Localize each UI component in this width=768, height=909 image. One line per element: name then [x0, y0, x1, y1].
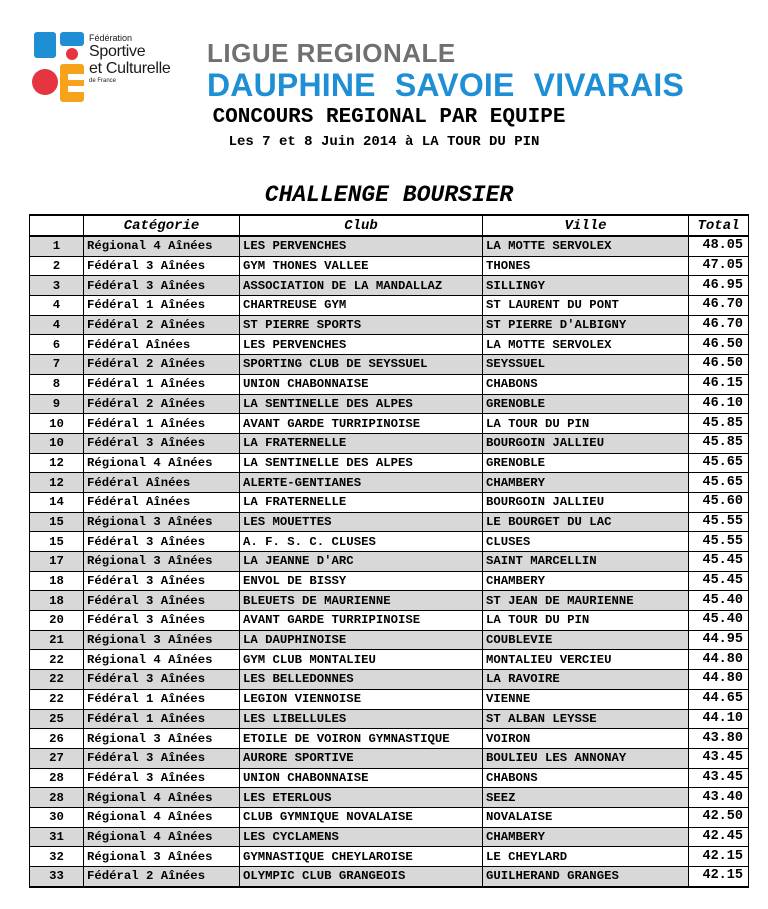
ville-cell: SILLINGY	[483, 276, 689, 296]
rank-cell: 18	[30, 571, 84, 591]
total-cell: 45.65	[689, 473, 749, 493]
club-cell: LES MOUETTES	[240, 512, 483, 532]
total-cell: 44.10	[689, 709, 749, 729]
rank-cell: 6	[30, 335, 84, 355]
categorie-cell: Fédéral 3 Aînées	[84, 591, 240, 611]
total-cell: 46.50	[689, 355, 749, 375]
rank-cell: 25	[30, 709, 84, 729]
categorie-cell: Régional 4 Aînées	[84, 788, 240, 808]
club-cell: UNION CHABONNAISE	[240, 768, 483, 788]
table-row	[30, 394, 749, 414]
club-cell: LES CYCLAMENS	[240, 827, 483, 847]
categorie-cell: Fédéral Aînées	[84, 473, 240, 493]
categorie-cell: Fédéral Aînées	[84, 492, 240, 512]
total-cell: 46.10	[689, 394, 749, 414]
rank-cell: 3	[30, 276, 84, 296]
total-cell: 46.50	[689, 335, 749, 355]
ville-cell: LA TOUR DU PIN	[483, 611, 689, 631]
rank-cell: 22	[30, 650, 84, 670]
table-row	[30, 335, 749, 355]
categorie-cell: Fédéral 1 Aînées	[84, 296, 240, 316]
ville-cell: BOURGOIN JALLIEU	[483, 492, 689, 512]
categorie-cell: Régional 3 Aînées	[84, 552, 240, 572]
rank-cell: 10	[30, 414, 84, 434]
ville-cell: LE BOURGET DU LAC	[483, 512, 689, 532]
categorie-cell: Fédéral 1 Aînées	[84, 414, 240, 434]
ville-cell: LA MOTTE SERVOLEX	[483, 335, 689, 355]
rank-cell: 28	[30, 768, 84, 788]
categorie-cell: Fédéral 2 Aînées	[84, 355, 240, 375]
total-cell: 45.85	[689, 433, 749, 453]
total-cell: 46.70	[689, 315, 749, 335]
total-cell: 45.60	[689, 492, 749, 512]
column-header-rank	[30, 215, 84, 236]
ville-cell: VOIRON	[483, 729, 689, 749]
club-cell: OLYMPIC CLUB GRANGEOIS	[240, 867, 483, 887]
rank-cell: 21	[30, 630, 84, 650]
total-cell: 45.65	[689, 453, 749, 473]
rank-cell: 33	[30, 867, 84, 887]
column-header-club: Club	[240, 215, 483, 236]
total-cell: 46.70	[689, 296, 749, 316]
ville-cell: CHAMBERY	[483, 571, 689, 591]
total-cell: 44.80	[689, 650, 749, 670]
ville-cell: GUILHERAND GRANGES	[483, 867, 689, 887]
club-cell: GYM CLUB MONTALIEU	[240, 650, 483, 670]
total-cell: 46.95	[689, 276, 749, 296]
club-cell: LA SENTINELLE DES ALPES	[240, 453, 483, 473]
rank-cell: 12	[30, 453, 84, 473]
categorie-cell: Régional 4 Aînées	[84, 827, 240, 847]
club-cell: A. F. S. C. CLUSES	[240, 532, 483, 552]
region-title: DAUPHINE SAVOIE VIVARAIS	[207, 67, 685, 103]
table-row	[30, 512, 749, 532]
total-cell: 48.05	[689, 236, 749, 256]
fscf-logo-icon	[32, 30, 88, 104]
club-cell: LES PERVENCHES	[240, 335, 483, 355]
rank-cell: 10	[30, 433, 84, 453]
categorie-cell: Fédéral 2 Aînées	[84, 867, 240, 887]
table-row	[30, 611, 749, 631]
table-row	[30, 492, 749, 512]
club-cell: LES BELLEDONNES	[240, 670, 483, 690]
categorie-cell: Régional 4 Aînées	[84, 453, 240, 473]
club-cell: UNION CHABONNAISE	[240, 374, 483, 394]
rank-cell: 18	[30, 591, 84, 611]
results-body	[30, 236, 749, 887]
table-row	[30, 453, 749, 473]
ville-cell: ST LAURENT DU PONT	[483, 296, 689, 316]
total-cell: 42.50	[689, 807, 749, 827]
ville-cell: CLUSES	[483, 532, 689, 552]
logo-line-4: de France	[89, 78, 117, 84]
club-cell: ALERTE-GENTIANES	[240, 473, 483, 493]
ville-cell: CHAMBERY	[483, 827, 689, 847]
total-cell: 43.45	[689, 768, 749, 788]
logo-line-3: et Culturelle	[89, 60, 171, 77]
results-table	[29, 214, 749, 888]
total-cell: 43.80	[689, 729, 749, 749]
table-row	[30, 414, 749, 434]
table-row	[30, 571, 749, 591]
table-row	[30, 689, 749, 709]
club-cell: LES PERVENCHES	[240, 236, 483, 256]
ville-cell: BOURGOIN JALLIEU	[483, 433, 689, 453]
rank-cell: 2	[30, 256, 84, 276]
total-cell: 45.55	[689, 532, 749, 552]
ville-cell: SEEZ	[483, 788, 689, 808]
table-row	[30, 807, 749, 827]
club-cell: LEGION VIENNOISE	[240, 689, 483, 709]
rank-cell: 22	[30, 689, 84, 709]
table-row	[30, 847, 749, 867]
club-cell: AVANT GARDE TURRIPINOISE	[240, 414, 483, 434]
total-cell: 46.15	[689, 374, 749, 394]
table-row	[30, 709, 749, 729]
ville-cell: LA TOUR DU PIN	[483, 414, 689, 434]
table-row	[30, 532, 749, 552]
club-cell: AURORE SPORTIVE	[240, 748, 483, 768]
table-row	[30, 433, 749, 453]
table-row	[30, 630, 749, 650]
categorie-cell: Fédéral Aînées	[84, 335, 240, 355]
categorie-cell: Fédéral 3 Aînées	[84, 611, 240, 631]
fscf-logo-text	[89, 34, 170, 84]
categorie-cell: Fédéral 1 Aînées	[84, 374, 240, 394]
ville-cell: NOVALAISE	[483, 807, 689, 827]
rank-cell: 31	[30, 827, 84, 847]
total-cell: 45.55	[689, 512, 749, 532]
table-row	[30, 650, 749, 670]
ville-cell: LA MOTTE SERVOLEX	[483, 236, 689, 256]
table-row	[30, 768, 749, 788]
categorie-cell: Fédéral 1 Aînées	[84, 689, 240, 709]
table-row	[30, 788, 749, 808]
total-cell: 45.45	[689, 571, 749, 591]
ville-cell: BOULIEU LES ANNONAY	[483, 748, 689, 768]
categorie-cell: Régional 4 Aînées	[84, 807, 240, 827]
categorie-cell: Fédéral 3 Aînées	[84, 256, 240, 276]
ville-cell: GRENOBLE	[483, 394, 689, 414]
table-row	[30, 473, 749, 493]
ville-cell: THONES	[483, 256, 689, 276]
rank-cell: 22	[30, 670, 84, 690]
rank-cell: 17	[30, 552, 84, 572]
club-cell: ASSOCIATION DE LA MANDALLAZ	[240, 276, 483, 296]
total-cell: 43.40	[689, 788, 749, 808]
ville-cell: MONTALIEU VERCIEU	[483, 650, 689, 670]
table-row	[30, 827, 749, 847]
categorie-cell: Régional 3 Aînées	[84, 512, 240, 532]
ligue-title: LIGUE REGIONALE	[207, 38, 456, 68]
table-row	[30, 256, 749, 276]
categorie-cell: Régional 3 Aînées	[84, 847, 240, 867]
rank-cell: 15	[30, 512, 84, 532]
categorie-cell: Fédéral 2 Aînées	[84, 315, 240, 335]
categorie-cell: Régional 3 Aînées	[84, 630, 240, 650]
ville-cell: COUBLEVIE	[483, 630, 689, 650]
challenge-title: CHALLENGE BOURSIER	[264, 182, 514, 208]
categorie-cell: Régional 4 Aînées	[84, 650, 240, 670]
categorie-cell: Fédéral 3 Aînées	[84, 768, 240, 788]
table-row	[30, 670, 749, 690]
concours-title: CONCOURS REGIONAL PAR EQUIPE	[212, 106, 566, 129]
table-row	[30, 748, 749, 768]
table-row	[30, 552, 749, 572]
rank-cell: 26	[30, 729, 84, 749]
total-cell: 45.40	[689, 591, 749, 611]
rank-cell: 7	[30, 355, 84, 375]
rank-cell: 4	[30, 315, 84, 335]
categorie-cell: Fédéral 2 Aînées	[84, 394, 240, 414]
total-cell: 44.80	[689, 670, 749, 690]
club-cell: LES ETERLOUS	[240, 788, 483, 808]
club-cell: LA FRATERNELLE	[240, 433, 483, 453]
club-cell: GYM THONES VALLEE	[240, 256, 483, 276]
table-row	[30, 276, 749, 296]
table-row	[30, 355, 749, 375]
logo-line-2: Sportive	[89, 43, 146, 60]
rank-cell: 8	[30, 374, 84, 394]
club-cell: LES LIBELLULES	[240, 709, 483, 729]
total-cell: 44.65	[689, 689, 749, 709]
rank-cell: 20	[30, 611, 84, 631]
club-cell: BLEUETS DE MAURIENNE	[240, 591, 483, 611]
total-cell: 44.95	[689, 630, 749, 650]
club-cell: AVANT GARDE TURRIPINOISE	[240, 611, 483, 631]
ville-cell: GRENOBLE	[483, 453, 689, 473]
club-cell: SPORTING CLUB DE SEYSSUEL	[240, 355, 483, 375]
club-cell: CHARTREUSE GYM	[240, 296, 483, 316]
rank-cell: 1	[30, 236, 84, 256]
club-cell: GYMNASTIQUE CHEYLAROISE	[240, 847, 483, 867]
table-row	[30, 729, 749, 749]
total-cell: 45.40	[689, 611, 749, 631]
rank-cell: 9	[30, 394, 84, 414]
ville-cell: SAINT MARCELLIN	[483, 552, 689, 572]
rank-cell: 15	[30, 532, 84, 552]
ville-cell: CHAMBERY	[483, 473, 689, 493]
logo-line-1: Fédération	[89, 33, 133, 43]
table-row	[30, 591, 749, 611]
categorie-cell: Fédéral 1 Aînées	[84, 709, 240, 729]
rank-cell: 4	[30, 296, 84, 316]
ville-cell: CHABONS	[483, 374, 689, 394]
club-cell: ENVOL DE BISSY	[240, 571, 483, 591]
club-cell: LA JEANNE D'ARC	[240, 552, 483, 572]
ville-cell: ST ALBAN LEYSSE	[483, 709, 689, 729]
table-row	[30, 867, 749, 887]
ville-cell: ST JEAN DE MAURIENNE	[483, 591, 689, 611]
total-cell: 45.45	[689, 552, 749, 572]
club-cell: LA SENTINELLE DES ALPES	[240, 394, 483, 414]
table-row	[30, 374, 749, 394]
rank-cell: 28	[30, 788, 84, 808]
club-cell: LA DAUPHINOISE	[240, 630, 483, 650]
total-cell: 47.05	[689, 256, 749, 276]
table-row	[30, 296, 749, 316]
categorie-cell: Fédéral 3 Aînées	[84, 748, 240, 768]
ville-cell: SEYSSUEL	[483, 355, 689, 375]
table-row	[30, 236, 749, 256]
categorie-cell: Fédéral 3 Aînées	[84, 670, 240, 690]
rank-cell: 12	[30, 473, 84, 493]
total-cell: 42.15	[689, 847, 749, 867]
categorie-cell: Fédéral 3 Aînées	[84, 571, 240, 591]
ville-cell: LE CHEYLARD	[483, 847, 689, 867]
table-header-row	[30, 215, 749, 236]
ville-cell: CHABONS	[483, 768, 689, 788]
total-cell: 45.85	[689, 414, 749, 434]
total-cell: 42.45	[689, 827, 749, 847]
rank-cell: 32	[30, 847, 84, 867]
categorie-cell: Régional 3 Aînées	[84, 729, 240, 749]
event-dates: Les 7 et 8 Juin 2014 à LA TOUR DU PIN	[228, 134, 540, 150]
club-cell: ETOILE DE VOIRON GYMNASTIQUE	[240, 729, 483, 749]
club-cell: ST PIERRE SPORTS	[240, 315, 483, 335]
categorie-cell: Fédéral 3 Aînées	[84, 276, 240, 296]
ville-cell: VIENNE	[483, 689, 689, 709]
rank-cell: 30	[30, 807, 84, 827]
categorie-cell: Fédéral 3 Aînées	[84, 433, 240, 453]
club-cell: CLUB GYMNIQUE NOVALAISE	[240, 807, 483, 827]
column-header-total: Total	[689, 215, 749, 236]
column-header-ville: Ville	[483, 215, 689, 236]
column-header-categorie: Catégorie	[84, 215, 240, 236]
categorie-cell: Fédéral 3 Aînées	[84, 532, 240, 552]
ville-cell: LA RAVOIRE	[483, 670, 689, 690]
rank-cell: 14	[30, 492, 84, 512]
total-cell: 43.45	[689, 748, 749, 768]
table-row	[30, 315, 749, 335]
club-cell: LA FRATERNELLE	[240, 492, 483, 512]
categorie-cell: Régional 4 Aînées	[84, 236, 240, 256]
total-cell: 42.15	[689, 867, 749, 887]
rank-cell: 27	[30, 748, 84, 768]
ville-cell: ST PIERRE D'ALBIGNY	[483, 315, 689, 335]
